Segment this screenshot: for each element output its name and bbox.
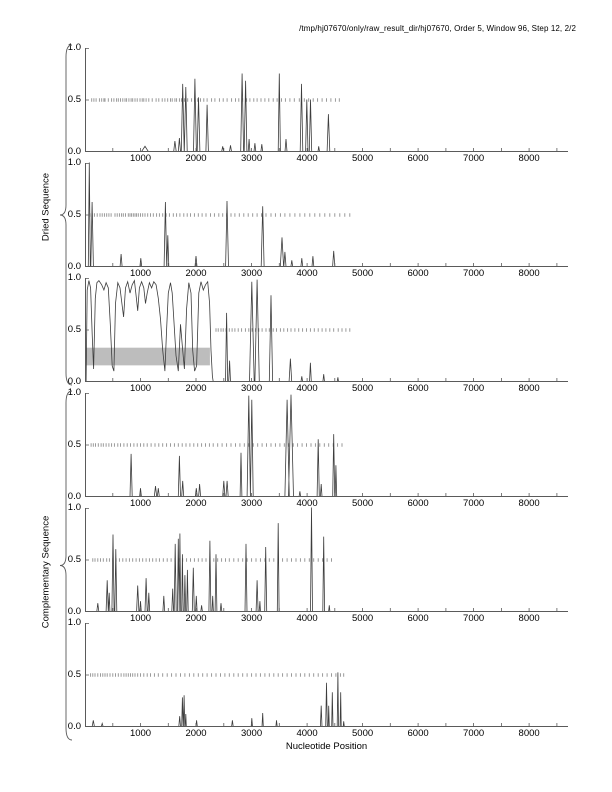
y-tick-marks xyxy=(86,509,90,612)
panel-complementary-3-canvas xyxy=(85,623,572,731)
rug-marks xyxy=(91,443,342,447)
x-tick-label: 4000 xyxy=(296,153,318,164)
x-tick-label: 5000 xyxy=(352,498,374,509)
series-path xyxy=(85,672,568,726)
figure-title: /tmp/hj07670/only/raw_result_dir/hj07670, Order 5, Window 96, Step 12, 2/2 xyxy=(299,24,576,33)
x-tick-label: 6000 xyxy=(407,153,429,164)
x-tick-label: 2000 xyxy=(185,383,207,394)
x-tick-label: 3000 xyxy=(240,153,263,164)
y-tick-label: 0.5 xyxy=(67,94,81,105)
x-tick-label: 5000 xyxy=(352,728,374,739)
y-tick-label: 0.5 xyxy=(67,669,81,680)
y-tick-label: 1.0 xyxy=(67,42,81,53)
x-tick-marks xyxy=(113,493,557,497)
rug-marks xyxy=(93,558,332,562)
panel-dried-2 xyxy=(67,157,568,279)
x-tick-label: 5000 xyxy=(352,613,374,624)
panel-complementary-1 xyxy=(67,387,568,509)
y-tick-label: 0.0 xyxy=(67,721,81,732)
rug-marks xyxy=(90,213,350,217)
panel-complementary-1-canvas xyxy=(85,393,572,501)
x-tick-marks xyxy=(113,148,557,152)
series-path xyxy=(85,395,568,497)
panel-complementary-2 xyxy=(67,502,568,624)
y-tick-label: 1.0 xyxy=(67,387,81,398)
x-tick-label: 3000 xyxy=(240,498,263,509)
panel-dried-1 xyxy=(67,42,568,164)
x-tick-label: 2000 xyxy=(185,613,207,624)
panel-dried-3-canvas xyxy=(85,278,572,386)
y-tick-label: 0.5 xyxy=(67,554,81,565)
x-tick-label: 4000 xyxy=(296,383,318,394)
x-tick-label: 4000 xyxy=(296,498,318,509)
x-tick-label: 2000 xyxy=(185,153,207,164)
x-tick-label: 3000 xyxy=(240,268,263,279)
x-tick-label: 5000 xyxy=(352,383,374,394)
group-label-complementary-sequence: Complementary Sequence xyxy=(40,515,52,629)
series-path xyxy=(85,163,568,267)
panel-dried-1-canvas xyxy=(85,48,572,156)
x-tick-label: 4000 xyxy=(296,728,318,739)
rug-marks xyxy=(91,673,344,677)
y-tick-marks xyxy=(86,49,90,152)
x-tick-label: 6000 xyxy=(407,728,429,739)
y-tick-label: 1.0 xyxy=(67,617,81,628)
x-tick-label: 6000 xyxy=(407,613,429,624)
x-axis-title: Nucleotide Position xyxy=(285,741,368,752)
highlight-band xyxy=(85,348,210,366)
series-path xyxy=(85,280,568,382)
x-tick-label: 1000 xyxy=(129,498,152,509)
y-tick-label: 0.0 xyxy=(67,376,81,387)
x-tick-label: 1000 xyxy=(129,728,152,739)
y-tick-label: 0.0 xyxy=(67,146,81,157)
x-tick-label: 3000 xyxy=(240,613,263,624)
x-tick-label: 6000 xyxy=(407,268,429,279)
x-tick-label: 6000 xyxy=(407,383,429,394)
x-tick-label: 2000 xyxy=(185,498,207,509)
x-tick-label: 1000 xyxy=(129,613,152,624)
series-path xyxy=(85,74,568,152)
x-tick-label: 8000 xyxy=(518,613,540,624)
x-tick-label: 4000 xyxy=(296,613,318,624)
x-tick-label: 8000 xyxy=(518,498,540,509)
x-tick-label: 5000 xyxy=(352,153,374,164)
panel-complementary-3 xyxy=(67,617,568,739)
y-tick-label: 1.0 xyxy=(67,272,81,283)
rug-marks xyxy=(216,328,350,332)
x-tick-label: 2000 xyxy=(185,268,207,279)
x-tick-label: 7000 xyxy=(463,383,485,394)
y-tick-label: 1.0 xyxy=(67,502,81,513)
x-tick-label: 7000 xyxy=(463,153,485,164)
y-tick-label: 0.5 xyxy=(67,209,81,220)
x-tick-label: 1000 xyxy=(129,268,152,279)
panel-dried-3 xyxy=(67,272,568,394)
x-tick-label: 7000 xyxy=(463,268,485,279)
series-path xyxy=(85,508,568,612)
x-tick-label: 8000 xyxy=(518,728,540,739)
x-tick-marks xyxy=(113,378,557,382)
x-tick-label: 8000 xyxy=(518,268,540,279)
x-tick-label: 3000 xyxy=(240,728,263,739)
y-tick-label: 0.0 xyxy=(67,606,81,617)
x-tick-label: 1000 xyxy=(129,383,152,394)
y-tick-label: 0.5 xyxy=(67,324,81,335)
x-tick-label: 1000 xyxy=(129,153,152,164)
panel-complementary-2-canvas xyxy=(85,508,572,616)
x-tick-label: 7000 xyxy=(463,728,485,739)
panel-dried-2-canvas xyxy=(85,163,572,271)
x-tick-label: 4000 xyxy=(296,268,318,279)
y-tick-label: 0.5 xyxy=(67,439,81,450)
x-tick-marks xyxy=(113,263,557,267)
group-label-dried-sequence: Dried Sequence xyxy=(40,172,52,242)
x-tick-label: 8000 xyxy=(518,153,540,164)
y-tick-label: 0.0 xyxy=(67,261,81,272)
x-tick-label: 5000 xyxy=(352,268,374,279)
x-tick-label: 2000 xyxy=(185,728,207,739)
y-tick-label: 1.0 xyxy=(67,157,81,168)
y-tick-marks xyxy=(86,394,90,497)
x-tick-label: 6000 xyxy=(407,498,429,509)
x-tick-label: 7000 xyxy=(463,498,485,509)
x-tick-label: 8000 xyxy=(518,383,540,394)
y-tick-marks xyxy=(86,624,90,727)
y-tick-label: 0.0 xyxy=(67,491,81,502)
x-tick-label: 7000 xyxy=(463,613,485,624)
x-tick-label: 3000 xyxy=(240,383,263,394)
